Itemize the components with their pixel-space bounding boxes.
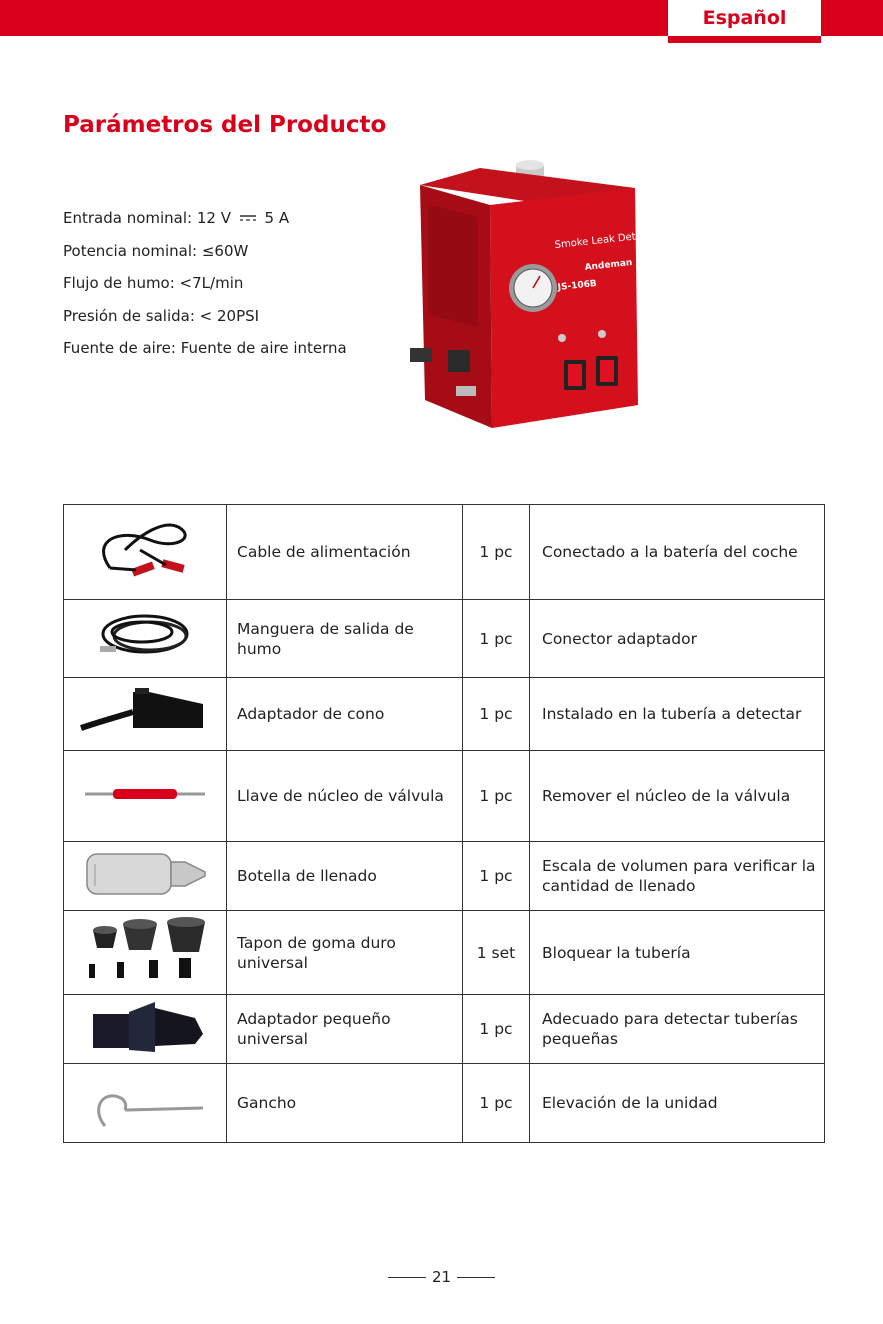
device-model: JS-106B: [557, 278, 598, 293]
table-row: Manguera de salida de humo 1 pc Conector adaptador: [64, 600, 825, 678]
page-title: Parámetros del Producto: [63, 112, 387, 138]
power-cable-icon: [80, 510, 210, 590]
table-row: Tapon de goma duro universal 1 set Bloquear la tubería: [64, 911, 825, 995]
cone-adapter-icon: [75, 682, 215, 742]
table-row: Llave de núcleo de válvula 1 pc Remover el núcleo de la válvula: [64, 751, 825, 842]
table-row: Gancho 1 pc Elevación de la unidad: [64, 1064, 825, 1143]
spec-output-pressure: Presión de salida: < 20PSI: [63, 306, 260, 325]
spec-rated-input: Entrada nominal: 12 V 5 A: [63, 209, 290, 227]
smoke-leak-detector-image: [410, 160, 662, 430]
language-label: Español: [702, 7, 787, 29]
table-row: Adaptador de cono 1 pc Instalado en la tubería a detectar: [64, 678, 825, 751]
device-label: Smoke Leak Detector: [554, 228, 662, 251]
spec-smoke-flow: Flujo de humo: <7L/min: [63, 274, 244, 292]
accessories-table: [63, 504, 825, 1143]
spec-list: [63, 205, 347, 368]
page-number: 21: [0, 1268, 883, 1286]
language-tab: [668, 0, 821, 43]
spec-rated-power: Potencia nominal: ≤60W: [63, 241, 249, 260]
smoke-hose-icon: [80, 604, 210, 670]
table-row: Cable de alimentación 1 pc Conectado a la batería del coche: [64, 505, 825, 600]
rubber-plugs-icon: [75, 916, 215, 986]
table-row: Botella de llenado 1 pc Escala de volumen para verificar la cantidad de llenado: [64, 842, 825, 911]
spec-air-source: Fuente de aire: Fuente de aire interna: [63, 339, 347, 357]
valve-core-wrench-icon: [75, 774, 215, 814]
device-brand: Andeman: [584, 258, 633, 273]
dc-symbol-icon: [239, 214, 257, 222]
hook-icon: [75, 1068, 215, 1134]
filling-bottle-icon: [75, 846, 215, 902]
table-row: Adaptador pequeño universal 1 pc Adecuado para detectar tuberías pequeñas: [64, 995, 825, 1064]
small-adapter-icon: [75, 996, 215, 1058]
